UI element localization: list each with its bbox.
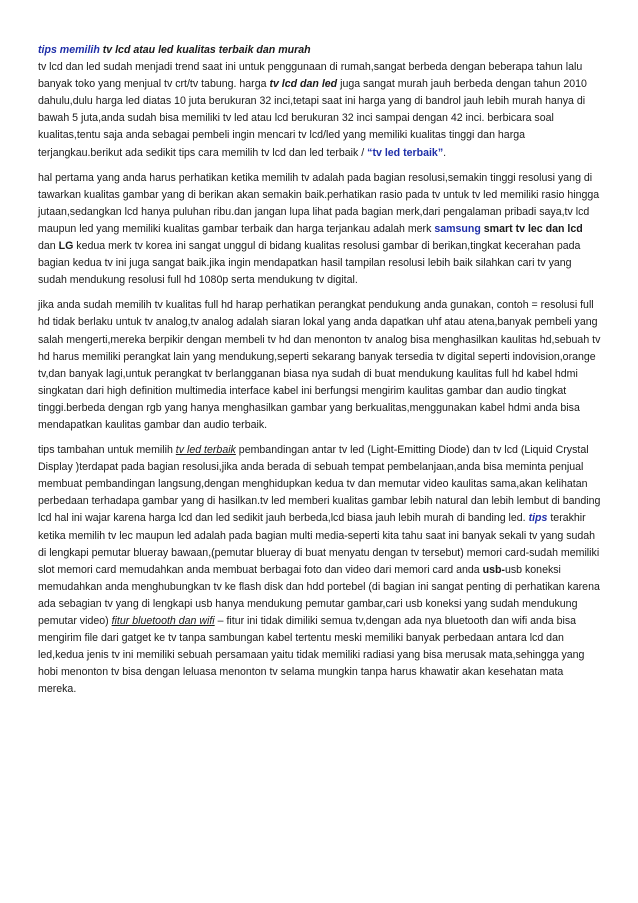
- p4-text-2: pembandingan antar tv led (Light-Emitting Diode) dan tv lcd (Liquid Crystal Display )terdapat pada bagian resolusi,jika anda berada di sebuah tempat pembelanjaan,anda bisa meminta penjual membuat pembandingan langsung,dengan menghidupkan kedua tv dan memutar video kaulitas sama,akan kelihatan perbedaan terhadapa gambar yang di hasilkan.tv led memberi kualitas gambar lebih natural dan lebih lembut di banding lcd hal ini wajar karena harga lcd dan led sedikit jauh berbeda,lcd biasa jauh lebih murah di banding led.: [38, 444, 601, 525]
- p2-text-3: dan: [38, 240, 59, 253]
- p4-link-tips[interactable]: tips: [528, 512, 548, 525]
- title-text: tv lcd atau led kualitas terbaik dan murah: [99, 44, 311, 56]
- p1-link-tv-led-terbaik[interactable]: “tv led terbaik”: [367, 146, 444, 159]
- p4-text-4: usb koneksi memudahkan anda menghubungkan tv ke flash disk dan hdd portebel (di bagian ini sangat penting di perhatikan karena ada sebagian tv yang di lengkapi usb hanya mendukung pemutar gambar,cari usb koneksi yang sudah mendukung pemutar video): [38, 563, 600, 627]
- paragraph-2: [38, 170, 602, 290]
- p2-text-1: hal pertama yang anda harus perhatikan ketika memilih tv adalah pada bagian resolusi,semakin tinggi resolusi yang di tawarkan kualitas gambar yang di berikan akan semakin baik.perhatikan rasio pada tv untuk tv led memiliki rasio hingga jutaan,sedangkan lcd hanya puluhan ribu.dan jangan lupa lihat pada bagian merk,dari pengalaman pribadi saya,tv lcd maupun led yang memiliki kualitas gambar terbaik dan harga terjankau adalah merk: [38, 171, 600, 235]
- p4-text-3: terakhir ketika memilih tv lec maupun led adalah pada bagian multi media-seperti kita tahu saat ini banyak sekali tv yang sudah di lengkapi pemutar blueray bawaan,(pemutar blueray di buat menyatu dengan tv tersebut) memori card-sudah memiliki slot memori card memudahkan anda membuat berbagai foto dan video dari memori card anda: [38, 512, 600, 576]
- article-title: [38, 42, 602, 59]
- p4-text-5: – fitur ini tidak dimiliki semua tv,dengan ada nya bluetooth dan wifi anda bisa mengirim file dari gatget ke tv tanpa sambungan kabel tertentu meski memiliki banyak perbedaan antara lcd dan led,kedua jenis tv ini memiliki sebuah persamaan yaitu tidak memiliki radiasi yang bisa merusak mata,sehingga yang hobi menonton tv bisa dengan leluasa menonton tv selama mungkin tanpa harus khawatir akan kesehatan mata mereka.: [38, 615, 585, 696]
- p1-keyword-tv-lcd-dan-led: tv lcd dan led: [269, 78, 338, 91]
- p1-text-2: juga sangat murah jauh berbeda dengan tahun 2010 dahulu,dulu harga led diatas 10 juta berukuran 32 inci,tetapi saat ini harga yang di bandrol jauh lebih murah hanya di bawah 5 juta,anda sudah bisa memiliki tv led atau lcd berukuran 32 inci sampai dengan 42 inci. berbicara soal kualitas,tentu saja anda sebagai pembeli ingin mencari tv lcd/led yang memiliki kualitas tinggi dan harga terjangkau.berikut ada sedikit tips cara memilih tv lcd dan led terbaik /: [38, 78, 587, 159]
- p4-text-1: tips tambahan untuk memilih: [38, 444, 176, 457]
- paragraph-3: [38, 297, 602, 434]
- p2-keyword-lg: LG: [58, 240, 74, 253]
- paragraph-4: [38, 442, 602, 698]
- p1-text-3: .: [443, 146, 447, 159]
- paragraph-1: [38, 59, 602, 162]
- p4-keyword-usb: usb-: [482, 563, 505, 576]
- p4-link-tv-led-terbaik[interactable]: tv led terbaik: [175, 444, 236, 457]
- title-link-tips-memilih[interactable]: tips memilih: [38, 44, 100, 56]
- p2-link-samsung[interactable]: samsung: [434, 222, 481, 235]
- p2-keyword-smart-tv: smart tv lec dan lcd: [483, 222, 583, 235]
- p3-text-1: jika anda sudah memilih tv kualitas full hd harap perhatikan perangkat pendukung anda gunakan, contoh = resolusi full hd tidak berlaku untuk tv analog,tv analog adalah siaran lokal yang anda dapatkan uhf atau atena,banyak pembeli yang salah mengerti,mereka berpikir dengan membeli tv hd dan menonton tv analog bisa menghasilkan kaulitas hd,sebuah tv hd harus memiliki perangkat lain yang mendukung,seperti sekarang banyak tersedia tv digital seperti indovision,orange tv,dan banyak lagi,untuk perangkat tv berlangganan biasa nya sudah di buat mendukung kaulitas full hd kabel hdmi singkatan dari high definition multimedia interface kabel ini berfungsi mengirim kaulitas gambar dan audio tingkat tinggi.berbeda dengan rgb yang hanya menghasilkan gambar yang berkualitas,menggunakan kabel hdmi anda bisa mendapatkan kaulitas gambar dan audio terbaik.: [38, 299, 601, 431]
- p1-text-1: tv lcd dan led sudah menjadi trend saat ini untuk penggunaan di rumah,sangat berbeda dengan beberapa tahun lalu banyak toko yang menjual tv crt/tv tabung. harga: [38, 61, 583, 91]
- p4-keyword-bluetooth-wifi: fitur bluetooth dan wifi: [111, 615, 215, 627]
- article: [38, 42, 602, 706]
- p2-text-4: kedua merk tv korea ini sangat unggul di bidang kualitas resolusi gambar di berikan,tingkat kecerahan pada bagian kedua tv ini juga sangat baik.jika ingin mendapatkan hasil tampilan resolusi lebih baik silahkan cari tv yang sudah mendukung resolusi full hd 1080p serta mendukung tv digital.: [38, 240, 581, 287]
